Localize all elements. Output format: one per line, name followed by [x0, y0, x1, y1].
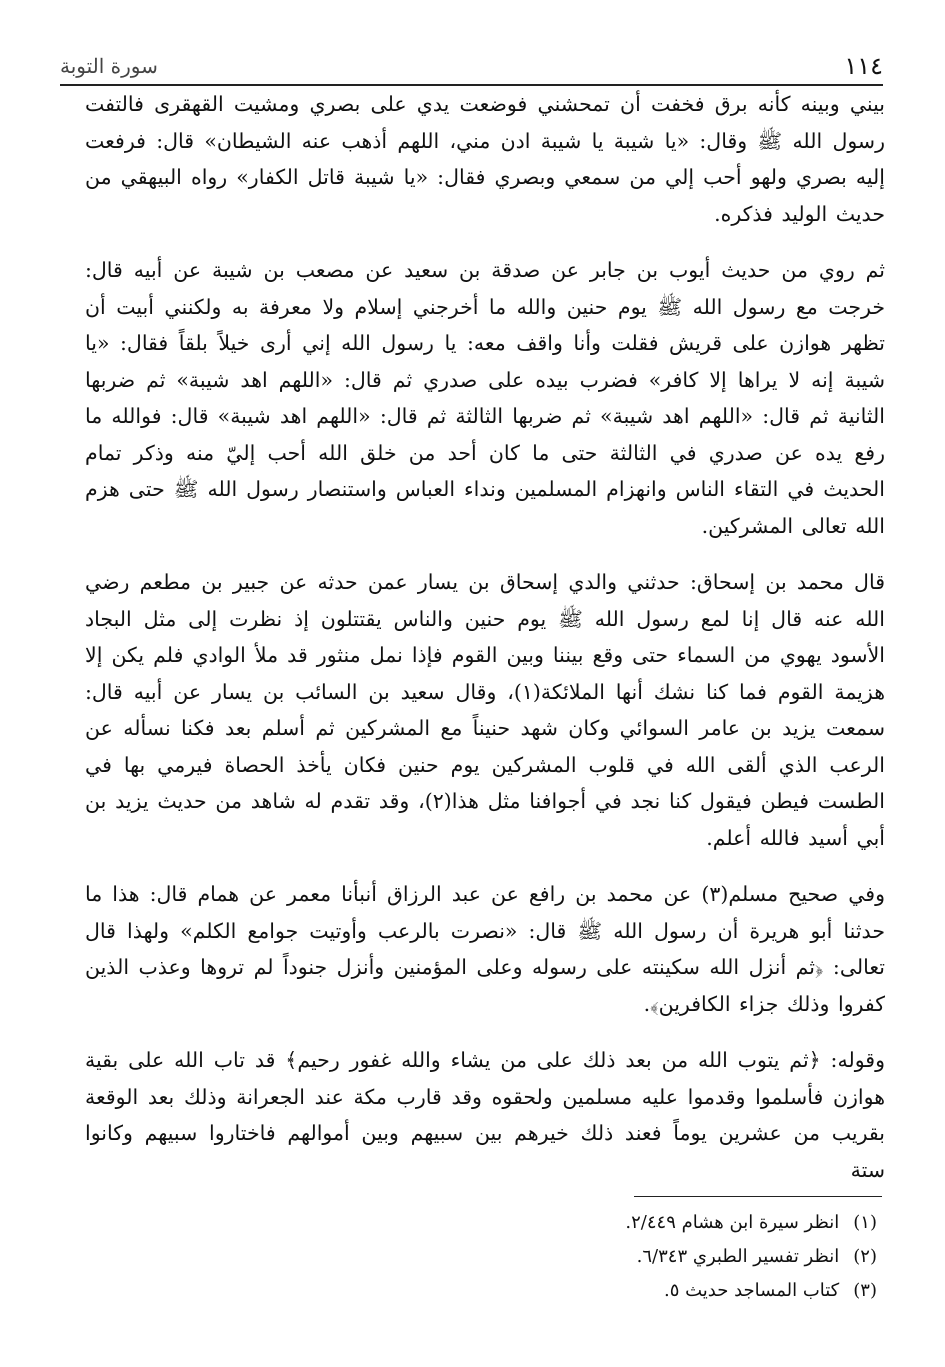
paragraph-5: وقوله: ﴿ثم يتوب الله من بعد ذلك على من يشاء والله غفور رحيم﴾ قد تاب الله على بقية هوازن فأسلموا وقدموا عليه مسلمين ولحقوه وقد قارب مكة عند الجعرانة وذلك بعد الوقعة بقريب من عشرين يوماً فعند ذلك خيرهم بين سبيهم وبين أموالهم فاختاروا سبيهم وكانوا ستة — [85, 1048, 885, 1182]
paragraph-2: ثم روي من حديث أيوب بن جابر عن صدقة بن سعيد عن مصعب بن شيبة عن أبيه قال: خرجت مع رسول الله ﷺ يوم حنين والله ما أخرجني إسلام ولا معرفة به ولكنني أبيت أن تظهر هوازن على قريش فقلت وأنا واقف معه: يا رسول الله إني أرى خيلاً بلقاً فقال: «يا شيبة إنه لا يراها إلا كافر» فضرب بيده على صدري ثم قال: «اللهم اهد شيبة» ثم ضربها الثانية ثم قال: «اللهم اهد شيبة» ثم ضربها الثالثة ثم قال: «اللهم اهد شيبة» قال: فوالله ما رفع يده عن صدري في الثالثة حتى ما كان أحد من خلق الله أحب إليّ منه وذكر تمام الحديث في التقاء الناس وانهزام المسلمين ونداء العباس واستنصار رسول الله ﷺ حتى هزم الله تعالى المشركين. — [85, 258, 885, 538]
main-text — [85, 86, 885, 1188]
footnote-text: انظر سيرة ابن هشام ٢/٤٤٩. — [625, 1212, 840, 1233]
footnote-text: كتاب المساجد حديث ٥. — [663, 1280, 840, 1301]
footnote-number: (٢) — [853, 1246, 877, 1267]
footnote-number: (١) — [853, 1212, 877, 1233]
paragraph-4: وفي صحيح مسلم(٣) عن محمد بن رافع عن عبد الرزاق أنبأنا معمر عن همام قال: هذا ما حدثنا أبو هريرة أن رسول الله ﷺ قال: «نصرت بالرعب وأوتيت جوامع الكلم» ولهذا قال تعالى: ﴿ثم أنزل الله سكينته على رسوله وعلى المؤمنين وأنزل جنوداً لم تروها وعذب الذين كفروا وذلك جزاء الكافرين﴾. — [85, 882, 885, 1016]
footnote-1 — [85, 1206, 877, 1240]
running-head: سورة التوبة — [60, 54, 158, 78]
footnote-number: (٣) — [853, 1280, 877, 1301]
page-header — [60, 40, 883, 82]
footnote-3 — [85, 1274, 877, 1308]
paragraph-3: قال محمد بن إسحاق: حدثني والدي إسحاق بن يسار عمن حدثه عن جبير بن مطعم رضي الله عنه قال إنا لمع رسول الله ﷺ يوم حنين والناس يقتتلون إذ نظرت إلى مثل البجاد الأسود يهوي من السماء حتى وقع بيننا وبين القوم فإذا نمل منثور قد ملأ الوادي فلم يكن إلا هزيمة القوم فما كنا نشك أنها الملائكة(١)، وقال سعيد بن السائب بن يسار عن أبيه قال: سمعت يزيد بن عامر السوائي وكان شهد حنيناً مع المشركين ثم أسلم بعد فكنا نسأله عن الرعب الذي ألقى الله في قلوب المشركين يوم حنين فكان يأخذ الحصاة فيرمي بها في الطست فيطن فيقول كنا نجد في أجوافنا مثل هذا(٢)، وقد تقدم له شاهد من حديث يزيد بن أبي أسيد فالله أعلم. — [85, 570, 886, 850]
footnotes — [85, 1206, 877, 1308]
paragraph-1: بيني وبينه كأنه برق فخفت أن تمحشني فوضعت يدي على بصري ومشيت القهقرى فالتفت رسول الله ﷺ وقال: «يا شيبة يا شيبة ادن مني، اللهم أذهب عنه الشيطان» قال: فرفعت إليه بصري ولهو أحب إلي من سمعي وبصري فقال: «يا شيبة قاتل الكفار» رواه البيهقي من حديث الوليد فذكره. — [85, 92, 885, 226]
footnote-rule — [634, 1196, 882, 1197]
page-number: ١١٤ — [844, 52, 883, 80]
footnote-text: انظر تفسير الطبري ٦/٣٤٣. — [636, 1246, 840, 1267]
footnote-2 — [85, 1240, 877, 1274]
